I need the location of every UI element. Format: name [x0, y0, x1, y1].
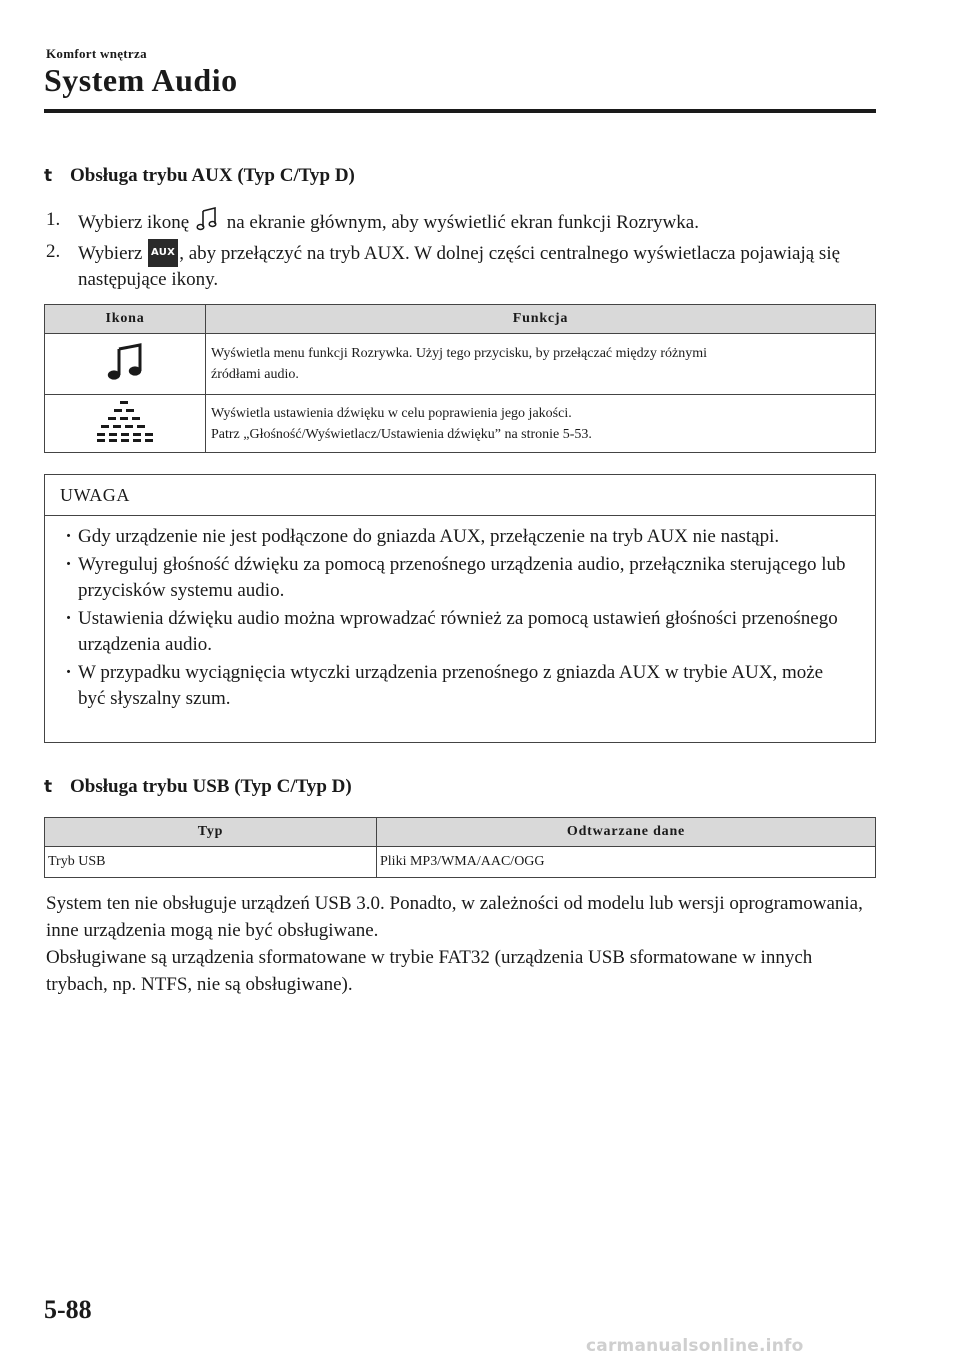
note-box — [44, 474, 876, 743]
note-item-text: W przypadku wyciągnięcia wtyczki urządzenia przenośnego z gniazda AUX w trybie AUX, może być słyszalny szum. — [78, 662, 824, 709]
table-header-row — [45, 305, 876, 334]
music-note-icon — [196, 207, 218, 239]
watermark: carmanualsonline.info — [586, 1336, 804, 1356]
table-row — [45, 847, 876, 878]
table-header-row — [45, 818, 876, 847]
note-list — [45, 516, 875, 712]
usb-data-cell: Pliki MP3/WMA/AAC/OGG — [377, 847, 876, 878]
note-item-text: Ustawienia dźwięku audio można wprowadzać również za pomocą ustawień głośności przenośnego urządzenia audio. — [78, 608, 838, 655]
step-1 — [46, 207, 876, 239]
note-heading: UWAGA — [45, 475, 875, 516]
bullet: · — [65, 526, 72, 547]
aux-section-heading — [44, 165, 355, 187]
title-rule — [44, 109, 876, 113]
note-item-text: Gdy urządzenie nie jest podłączone do gniazda AUX, przełączenie na tryb AUX nie nastąpi. — [78, 526, 780, 547]
step-1-text-after: na ekranie głównym, aby wyświetlić ekran funkcji Rozrywka. — [226, 212, 699, 233]
section-marker: t — [44, 777, 53, 797]
col-header-type: Typ — [45, 818, 377, 847]
aux-heading-text: Obsługa trybu AUX (Typ C/Typ D) — [70, 165, 355, 186]
usb-heading-text: Obsługa trybu USB (Typ C/Typ D) — [70, 776, 352, 797]
chapter-kicker: Komfort wnętrza — [46, 46, 147, 61]
music-note-icon — [105, 371, 145, 386]
table-row — [45, 334, 876, 395]
icon-function-table — [44, 304, 876, 453]
section-marker: t — [44, 166, 53, 186]
list-item — [59, 552, 855, 604]
step-2-text — [78, 239, 876, 293]
aux-steps — [46, 207, 876, 293]
icon-cell — [45, 395, 206, 453]
function-line-2: źródłami audio. — [211, 367, 299, 382]
bullet: · — [65, 608, 72, 629]
bullet: · — [65, 662, 72, 683]
function-cell — [206, 334, 876, 395]
list-item — [59, 660, 855, 712]
function-line-2: Patrz „Głośność/Wyświetlacz/Ustawienia dźwięku” na stronie 5-53. — [211, 426, 592, 442]
usb-table — [44, 817, 876, 878]
step-1-number: 1. — [46, 209, 61, 230]
table-row — [45, 395, 876, 453]
usb-type-cell: Tryb USB — [45, 847, 377, 878]
usb-paragraph-1: System ten nie obsługuje urządzeń USB 3.0. Ponadto, w zależności od modelu lub wersji oprogramowania, inne urządzenia mogą nie być obsługiwane. — [46, 893, 863, 941]
step-1-text — [78, 207, 876, 239]
list-item — [59, 524, 855, 550]
bullet: · — [65, 554, 72, 575]
equalizer-icon — [97, 432, 153, 447]
col-header-icon: Ikona — [45, 305, 206, 334]
note-item-text: Wyreguluj głośność dźwięku za pomocą przenośnego urządzenia audio, przełącznika sterującego lub przycisków systemu audio. — [78, 554, 846, 601]
aux-icon: AUX — [148, 239, 178, 267]
page-number: 5-88 — [44, 1295, 92, 1324]
step-2 — [46, 239, 876, 293]
function-line-1: Wyświetla menu funkcji Rozrywka. Użyj tego przycisku, by przełączać między różnymi — [211, 346, 707, 361]
step-2-text-before: Wybierz — [78, 243, 143, 264]
function-cell — [206, 395, 876, 453]
step-2-number: 2. — [46, 241, 61, 262]
col-header-data: Odtwarzane dane — [377, 818, 876, 847]
function-line-1: Wyświetla ustawienia dźwięku w celu poprawienia jego jakości. — [211, 405, 572, 421]
page-title: System Audio — [44, 62, 238, 98]
step-2-text-after: , aby przełączyć na tryb AUX. W dolnej części centralnego wyświetlacza pojawiają się następujące ikony. — [78, 243, 841, 290]
list-item — [59, 606, 855, 658]
col-header-function: Funkcja — [206, 305, 876, 334]
icon-cell — [45, 334, 206, 395]
step-1-text-before: Wybierz ikonę — [78, 212, 190, 233]
usb-paragraph — [46, 890, 876, 998]
usb-paragraph-2: Obsługiwane są urządzenia sformatowane w trybie FAT32 (urządzenia USB sformatowane w innych trybach, np. NTFS, nie są obsługiwane). — [46, 947, 813, 995]
usb-section-heading — [44, 776, 352, 798]
